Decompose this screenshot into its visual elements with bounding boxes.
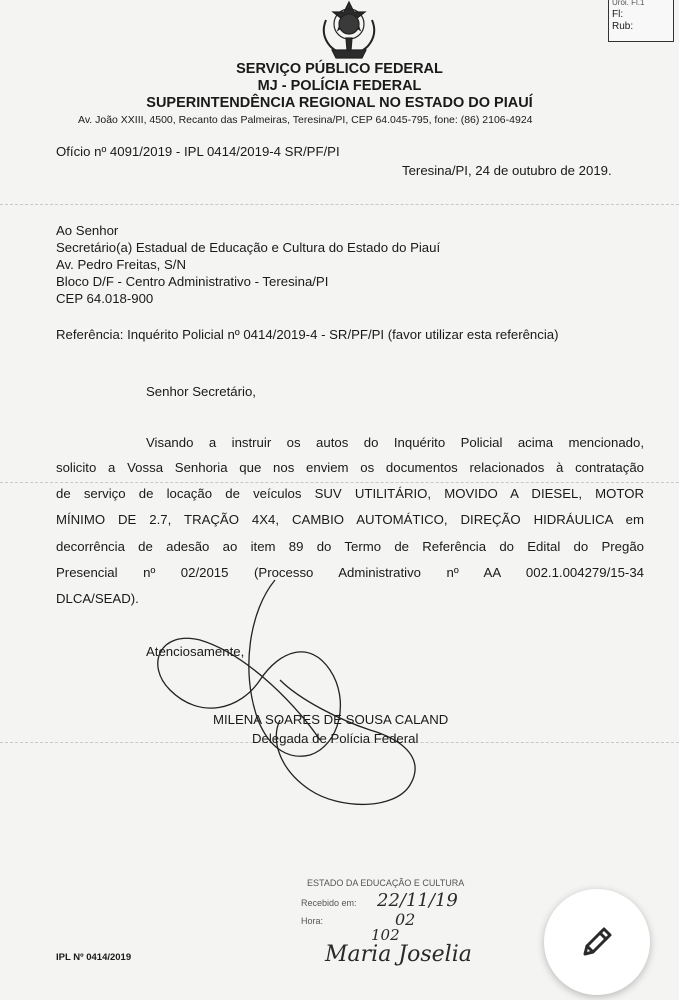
fold-line (0, 204, 679, 205)
greeting: Senhor Secretário, (146, 384, 256, 399)
place-date: Teresina/PI, 24 de outubro de 2019. (402, 163, 612, 178)
stamp-fl-label: Fl: (612, 9, 624, 20)
recipient-title: Secretário(a) Estadual de Educação e Cultura do Estado do Piauí (56, 240, 441, 255)
receipt-signature: Maria Joselia (325, 942, 472, 967)
body-line: Visando a instruir os autos do Inquérito Policial acima mencionado, (146, 435, 644, 450)
handwritten-signature (140, 570, 440, 820)
recipient-street: Av. Pedro Freitas, S/N (56, 257, 186, 272)
receipt-stamp-received-value: 22/11/19 (377, 890, 458, 911)
body-line: Presencial nº 02/2015 (Processo Administrativo nº AA 002.1.004279/15-34 (56, 565, 644, 580)
document-reference: Ofício nº 4091/2019 - IPL 0414/2019-4 SR/PF/PI (56, 144, 340, 159)
body-line: decorrência de adesão ao item 89 do Termo de Referência do Edital do Pregão (56, 539, 644, 554)
stamp-rub-label: Rub: (612, 21, 634, 32)
receipt-stamp-received-label: Recebido em: (301, 898, 357, 908)
body-line: de serviço de locação de veículos SUV UTILITÁRIO, MOVIDO A DIESEL, MOTOR (56, 486, 644, 501)
header-address: Av. João XXIII, 4500, Recanto das Palmeiras, Teresina/PI, CEP 64.045-795, fone: (86) 2106-4924 (78, 114, 533, 126)
stamp-line: Uroi. Fl.1 (612, 0, 645, 7)
pencil-icon (577, 922, 617, 962)
closing: Atenciosamente, (146, 644, 245, 659)
coat-of-arms-icon (316, 0, 382, 62)
receipt-stamp-hora-label: Hora: (301, 916, 324, 926)
header-office: SUPERINTENDÊNCIA REGIONAL NO ESTADO DO PIAUÍ (146, 95, 533, 111)
recipient-cep: CEP 64.018-900 (56, 291, 154, 306)
receipt-stamp-header: ESTADO DA EDUCAÇÃO E CULTURA (307, 878, 465, 888)
signatory-role: Delegada de Polícia Federal (252, 731, 419, 746)
subject-line: Referência: Inquérito Policial nº 0414/2019-4 - SR/PF/PI (favor utilizar esta referência) (56, 327, 559, 342)
recipient-salutation: Ao Senhor (56, 223, 119, 238)
header-service: SERVIÇO PÚBLICO FEDERAL (236, 61, 443, 77)
body-line: MÍNIMO DE 2.7, TRAÇÃO 4X4, CAMBIO AUTOMÁTICO, DIREÇÃO HIDRÁULICA em (56, 512, 644, 527)
footer-ipl: IPL Nº 0414/2019 (56, 952, 132, 963)
recipient-block: Bloco D/F - Centro Administrativo - Teresina/PI (56, 274, 329, 289)
edit-button[interactable] (544, 889, 650, 995)
protocol-stamp-box (608, 0, 674, 42)
body-line: solicito a Vossa Senhoria que nos enviem os documentos relacionados à contratação (56, 460, 644, 475)
header-ministry: MJ - POLÍCIA FEDERAL (257, 78, 422, 94)
fold-line (0, 482, 679, 483)
signatory-name: MILENA SOARES DE SOUSA CALAND (213, 712, 449, 727)
receipt-stamp-matricula-value: 102 (371, 926, 400, 944)
receipt-stamp (295, 872, 495, 982)
receipt-stamp-hora-value: 02 (395, 910, 416, 929)
body-last-line: DLCA/SEAD). (56, 591, 139, 606)
